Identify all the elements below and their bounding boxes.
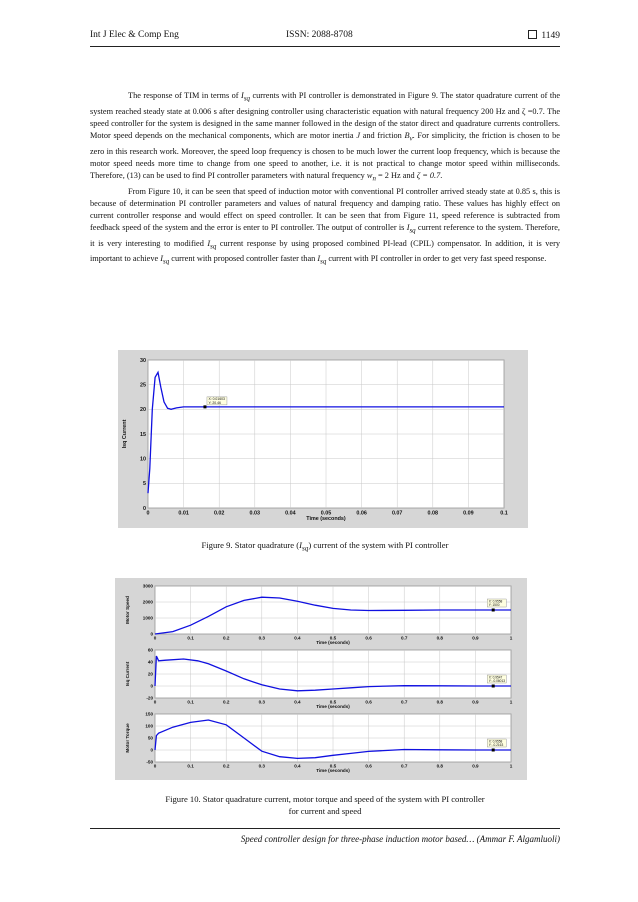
fig9-x-tick-label: 0.06 xyxy=(356,510,367,517)
fig10-speed-x-tick-label: 0.1 xyxy=(187,635,194,641)
fig9-y-tick-label: 10 xyxy=(140,456,146,463)
fig10-speed-x-tick-label: 0.5 xyxy=(329,635,337,641)
fig10-torque-x-tick-label: 0.5 xyxy=(329,763,337,769)
fig10-current-x-tick-label: 0.6 xyxy=(365,699,372,705)
fig10-current-x-tick-label: 0.4 xyxy=(294,699,301,705)
footer-rule xyxy=(90,828,560,829)
fig10-speed-datatip-marker xyxy=(492,609,495,612)
fig10-speed-y-tick-label: 3000 xyxy=(142,583,153,589)
fig10-current-y-tick-label: 60 xyxy=(147,647,153,653)
figure-10 xyxy=(115,578,527,780)
fig10-torque-x-axis-label: Time (seconds) xyxy=(316,768,350,774)
paragraph-2: From Figure 10, it can be seen that speed of induction motor with conventional PI controller arrived steady state at 0.85 s, this is because of determination PI controller parameters and values of natural frequency and damping ratio. These values has highly effect on current controller response and would effect on speed controller. It can be seen that from Figure 11, speed reference is subtracted from feedback speed of the system and the error is enter to PI controller. The output of controller is $I_{sq}$ current reference to the system. Therefore, it is very interesting to modified $I_{sq}$ current response by using proposed combined PI-lead (CPIL) compensator. In addition, it is very important to achieve $I_{sq}$ current with proposed controller faster than $I_{sq}$ current with PI controller in order to get very fast speed response. xyxy=(90,186,560,267)
fig10-current-y-tick-label: 0 xyxy=(150,683,153,689)
figure-9 xyxy=(118,350,528,528)
fig10-current-x-tick-label: 0.2 xyxy=(223,699,230,705)
paragraph-1: The response of TIM in terms of $I_{sq}$ currents with PI controller is demonstrated in Figure 9. The stator quadrature current of the system reached steady state at 0.006 s after designing controller using characteristic equation with natural frequency 200 Hz and ζ =0.7. The speed controller for the system is designed in the same manner followed in the design of the stator direct and quadrature currents controllers. Motor speed depends on the mechanical components, which are motor inertia J and friction $B_v$. For simplicity, the friction is chosen to be zero in this research work. Moreover, the speed loop frequency is chosen to be much lower the current loop frequency, which is because the motor speed needs more time to change from one speed to another, i.e. it is not practical to change motor speed within milliseconds. Therefore, (13) can be used to find PI controller parameters with natural frequency $w_n = 2$ Hz and ζ = 0.7. xyxy=(90,91,560,183)
fig9-x-tick-label: 0.05 xyxy=(320,510,332,517)
fig10-speed-y-axis-label: Motor Speed xyxy=(125,596,130,624)
fig9-x-tick-label: 0.08 xyxy=(427,510,439,517)
fig10-speed-x-axis-label: Time (seconds) xyxy=(316,640,350,646)
fig10-current-y-tick-label: 20 xyxy=(147,671,153,677)
natural-frequency-symbol: $w_n$ xyxy=(366,170,376,183)
fig9-y-tick-label: 5 xyxy=(143,481,146,488)
fig9-x-tick-label: 0.04 xyxy=(285,510,296,517)
fig9-x-tick-label: 0.1 xyxy=(500,510,508,517)
fig10-torque-x-tick-label: 0.7 xyxy=(401,763,408,769)
page-number: 1149 xyxy=(541,31,560,41)
fig10-torque-y-tick-label: 0 xyxy=(150,747,153,753)
fig10-speed-y-tick-label: 1000 xyxy=(142,615,153,621)
fig10-torque-x-tick-label: 0.4 xyxy=(294,763,301,769)
fig10-torque-x-tick-label: 0.8 xyxy=(436,763,443,769)
fig10-torque-x-tick-label: 0.3 xyxy=(258,763,265,769)
fig10-current-x-tick-label: 0.7 xyxy=(401,699,408,705)
fig10-speed-x-tick-label: 0.4 xyxy=(294,635,301,641)
fig10-speed-x-tick-label: 0.7 xyxy=(401,635,408,641)
inertia-symbol: J xyxy=(356,130,360,140)
fig10-speed-x-tick-label: 0.8 xyxy=(436,635,443,641)
issn: ISSN: 2088-8708 xyxy=(286,30,353,40)
fig9-y-tick-label: 25 xyxy=(140,382,146,389)
fig9-x-tick-label: 0.07 xyxy=(391,510,403,517)
fig10-speed-datatip-x: X: 0.9558 xyxy=(488,599,503,604)
fig9-y-tick-label: 30 xyxy=(140,357,146,364)
fig10-speed-x-tick-label: 1 xyxy=(509,635,513,641)
fig9-datatip-x: X: 0.01603 xyxy=(208,397,225,402)
fig10-torque-datatip-marker xyxy=(492,749,495,752)
fig10-current-y-tick-label: -20 xyxy=(146,695,153,701)
fig9-x-axis-label: Time (seconds) xyxy=(306,515,346,522)
fig10-torque-y-tick-label: -50 xyxy=(146,759,153,765)
fig10-torque-y-axis-label: Motor Torque xyxy=(125,723,130,753)
fig10-speed-y-tick-label: 2000 xyxy=(142,599,153,605)
fig10-torque-datatip-x: X: 0.9558 xyxy=(488,739,503,744)
fig9-y-tick-label: 15 xyxy=(140,431,146,438)
fig9-y-tick-label: 20 xyxy=(140,407,146,414)
fig10-speed-y-tick-label: 0 xyxy=(150,631,153,637)
fig10-torque-x-tick-label: 0.1 xyxy=(187,763,194,769)
page-header xyxy=(90,30,560,44)
fig10-speed-datatip-y: Y: 1500 xyxy=(488,603,500,608)
fig9-x-tick-label: 0.09 xyxy=(463,510,474,517)
journal-name: Int J Elec & Comp Eng xyxy=(90,30,179,40)
figure-10-caption-line-1: Figure 10. Stator quadrature current, motor torque and speed of the system with PI controller xyxy=(165,794,485,804)
figure-10-chart xyxy=(115,578,527,780)
fig10-current-x-tick-label: 1 xyxy=(509,699,513,705)
fig10-speed-x-tick-label: 0.3 xyxy=(258,635,265,641)
fig10-current-y-tick-label: 40 xyxy=(147,659,153,665)
fig9-datatip-y: Y: 20.46 xyxy=(208,400,221,405)
fig10-current-x-tick-label: 0.8 xyxy=(436,699,443,705)
fig10-current-x-tick-label: 0.5 xyxy=(329,699,337,705)
fig10-current-datatip-y: Y: -0.06013 xyxy=(488,679,506,684)
fig10-torque-y-tick-label: 150 xyxy=(145,711,153,717)
fig9-x-tick-label: 0.03 xyxy=(249,510,261,517)
figure-9-caption: Figure 9. Stator quadrature $(I_{sq})$ current of the system with PI controller xyxy=(201,540,449,553)
zeta-value: ζ = 0.7 xyxy=(416,170,441,180)
fig9-x-tick-label: 0.01 xyxy=(178,510,189,517)
fig10-torque-y-tick-label: 100 xyxy=(145,723,153,729)
fig10-current-datatip-marker xyxy=(492,685,495,688)
fig10-speed-x-tick-label: 0.6 xyxy=(365,635,372,641)
fig10-speed-x-tick-label: 0.2 xyxy=(223,635,230,641)
fig9-y-tick-label: 0 xyxy=(143,505,146,512)
fig10-torque-datatip-y: Y: -0.2163 xyxy=(488,743,504,748)
figure-10-caption-line-2: for current and speed xyxy=(288,806,362,816)
fig9-y-axis-label: Isq Current xyxy=(122,419,128,449)
figure-9-chart xyxy=(118,350,528,528)
fig10-current-x-tick-label: 0.3 xyxy=(258,699,265,705)
fig10-torque-x-tick-label: 0.9 xyxy=(472,763,479,769)
checkbox-icon xyxy=(528,30,537,39)
page-number-group xyxy=(528,30,560,41)
fig10-torque-x-tick-label: 0.2 xyxy=(223,763,230,769)
header-rule xyxy=(90,46,560,47)
fig10-current-x-tick-label: 0.9 xyxy=(472,699,479,705)
page-footer: Speed controller design for three-phase induction motor based… (Ammar F. Algamluoli) xyxy=(240,834,560,844)
fig10-torque-x-tick-label: 0.6 xyxy=(365,763,372,769)
friction-symbol: $B_v$ xyxy=(404,130,413,143)
fig10-speed-x-tick-label: 0 xyxy=(153,635,157,641)
fig10-current-x-tick-label: 0 xyxy=(153,699,157,705)
fig10-torque-x-tick-label: 0 xyxy=(153,763,157,769)
fig10-current-x-axis-label: Time (seconds) xyxy=(316,704,350,710)
fig9-x-tick-label: 0.02 xyxy=(213,510,225,517)
fig9-x-tick-label: 0 xyxy=(146,510,150,517)
fig10-current-y-axis-label: Isq Current xyxy=(125,661,130,687)
fig10-torque-x-tick-label: 1 xyxy=(509,763,513,769)
isq-symbol: $I_{sq}$ xyxy=(241,91,250,103)
fig10-torque-y-tick-label: 50 xyxy=(147,735,153,741)
fig10-current-x-tick-label: 0.1 xyxy=(187,699,194,705)
fig10-current-datatip-x: X: 0.9547 xyxy=(488,675,503,680)
fig10-speed-x-tick-label: 0.9 xyxy=(472,635,479,641)
body-text xyxy=(90,90,560,269)
fig9-datatip-marker xyxy=(203,405,206,408)
